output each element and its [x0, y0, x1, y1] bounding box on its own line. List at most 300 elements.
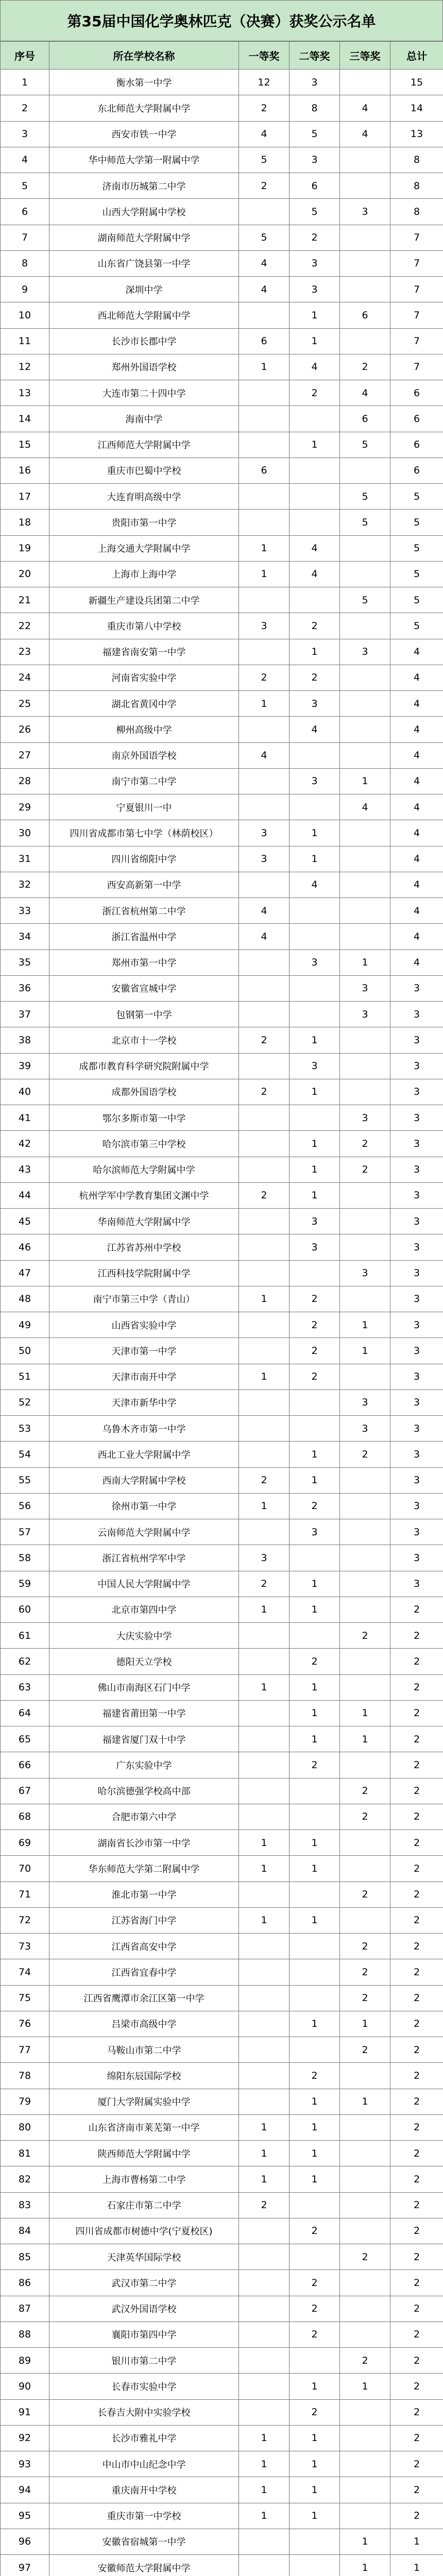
cell-second-prize: 1	[289, 1674, 340, 1700]
cell-school: 西安市铁一中学	[49, 121, 239, 147]
cell-second-prize: 1	[289, 1157, 340, 1182]
cell-seq: 62	[1, 1649, 49, 1674]
cell-first-prize: 1	[239, 1597, 289, 1622]
cell-first-prize: 1	[239, 2477, 289, 2503]
cell-first-prize	[239, 510, 289, 535]
cell-total: 2	[390, 2451, 443, 2477]
cell-third-prize	[340, 1752, 390, 1778]
cell-second-prize: 8	[289, 95, 340, 121]
cell-third-prize	[340, 1364, 390, 1389]
table-row	[1, 820, 443, 846]
cell-school: 武汉市第二中学	[49, 2270, 239, 2296]
table-row	[1, 1649, 443, 1674]
cell-school: 湖南师范大学附属中学	[49, 225, 239, 250]
table-row	[1, 1519, 443, 1545]
table-row	[1, 1778, 443, 1804]
table-row	[1, 1079, 443, 1105]
cell-seq: 13	[1, 380, 49, 406]
cell-school: 衡水第一中学	[49, 70, 239, 95]
cell-second-prize	[289, 1804, 340, 1829]
cell-seq: 21	[1, 587, 49, 613]
cell-third-prize: 3	[340, 1389, 390, 1415]
cell-first-prize	[239, 1442, 289, 1467]
cell-school: 江西科技学院附属中学	[49, 1260, 239, 1286]
cell-third-prize	[340, 2218, 390, 2244]
cell-school: 长春吉大附中实验学校	[49, 2399, 239, 2425]
table-row	[1, 510, 443, 535]
cell-total: 7	[390, 354, 443, 380]
cell-third-prize: 1	[340, 1312, 390, 1338]
cell-school: 华南师范大学附属中学	[49, 1209, 239, 1234]
cell-seq: 24	[1, 665, 49, 690]
cell-first-prize	[239, 1131, 289, 1157]
cell-seq: 32	[1, 872, 49, 897]
cell-first-prize	[239, 2296, 289, 2321]
cell-total: 7	[390, 328, 443, 354]
cell-first-prize	[239, 1260, 289, 1286]
cell-second-prize: 4	[289, 872, 340, 897]
cell-total: 4	[390, 717, 443, 742]
cell-school: 重庆市第一中学校	[49, 2503, 239, 2529]
cell-second-prize	[289, 457, 340, 483]
cell-third-prize: 4	[340, 95, 390, 121]
cell-second-prize	[289, 2037, 340, 2063]
table-row	[1, 1442, 443, 1467]
cell-seq: 83	[1, 2192, 49, 2218]
table-row	[1, 2244, 443, 2270]
table-row	[1, 1752, 443, 1778]
cell-school: 山东省济南市莱芜第一中学	[49, 2114, 239, 2140]
table-row	[1, 2555, 443, 2576]
cell-school: 华中师范大学第一附属中学	[49, 147, 239, 173]
cell-total: 4	[390, 639, 443, 665]
cell-second-prize	[289, 1623, 340, 1649]
cell-seq: 81	[1, 2141, 49, 2166]
cell-school: 江苏省海门中学	[49, 1907, 239, 1933]
cell-total: 4	[390, 846, 443, 872]
cell-total: 2	[390, 1778, 443, 1804]
cell-third-prize: 3	[340, 199, 390, 225]
cell-seq: 58	[1, 1545, 49, 1571]
cell-first-prize: 1	[239, 561, 289, 587]
cell-seq: 95	[1, 2503, 49, 2529]
cell-second-prize: 1	[289, 2477, 340, 2503]
cell-second-prize	[289, 794, 340, 820]
cell-seq: 38	[1, 1027, 49, 1053]
cell-second-prize: 2	[289, 1312, 340, 1338]
table-row	[1, 665, 443, 690]
cell-second-prize: 2	[289, 2063, 340, 2089]
cell-first-prize: 1	[239, 2141, 289, 2166]
cell-school: 江苏省苏州中学校	[49, 1234, 239, 1260]
cell-first-prize	[239, 432, 289, 457]
table-row	[1, 1985, 443, 2011]
cell-second-prize	[289, 2192, 340, 2218]
cell-school: 大连育明高级中学	[49, 484, 239, 510]
cell-total: 2	[390, 1856, 443, 1882]
cell-second-prize: 4	[289, 535, 340, 561]
cell-seq: 55	[1, 1467, 49, 1493]
table-row	[1, 561, 443, 587]
award-table	[0, 41, 443, 2576]
cell-third-prize: 2	[340, 1778, 390, 1804]
cell-first-prize	[239, 1105, 289, 1131]
cell-seq: 33	[1, 898, 49, 924]
table-row	[1, 1053, 443, 1079]
cell-first-prize	[239, 2374, 289, 2399]
cell-first-prize: 1	[239, 1856, 289, 1882]
cell-third-prize	[340, 1209, 390, 1234]
cell-first-prize: 12	[239, 70, 289, 95]
cell-seq: 70	[1, 1856, 49, 1882]
cell-third-prize: 1	[340, 2089, 390, 2114]
cell-second-prize	[289, 924, 340, 950]
cell-third-prize	[340, 2114, 390, 2140]
table-row	[1, 95, 443, 121]
cell-second-prize	[289, 2529, 340, 2554]
cell-total: 3	[390, 1389, 443, 1415]
cell-total: 4	[390, 898, 443, 924]
cell-third-prize	[340, 1493, 390, 1519]
table-row	[1, 1027, 443, 1053]
cell-second-prize: 1	[289, 2374, 340, 2399]
cell-total: 5	[390, 484, 443, 510]
cell-third-prize	[340, 2321, 390, 2347]
cell-third-prize	[340, 1674, 390, 1700]
cell-total: 2	[390, 1804, 443, 1829]
cell-seq: 52	[1, 1389, 49, 1415]
cell-first-prize	[239, 768, 289, 794]
table-row	[1, 975, 443, 1001]
cell-third-prize: 1	[340, 2374, 390, 2399]
cell-third-prize	[340, 2477, 390, 2503]
cell-school: 济南市历城第二中学	[49, 173, 239, 199]
cell-total: 2	[390, 2425, 443, 2451]
cell-seq: 1	[1, 70, 49, 95]
cell-first-prize: 1	[239, 1286, 289, 1312]
cell-second-prize: 2	[289, 2321, 340, 2347]
cell-seq: 17	[1, 484, 49, 510]
table-row	[1, 2296, 443, 2321]
cell-total: 2	[390, 2166, 443, 2192]
cell-school: 福建省南安第一中学	[49, 639, 239, 665]
cell-seq: 87	[1, 2296, 49, 2321]
cell-first-prize	[239, 2348, 289, 2374]
cell-third-prize: 6	[340, 406, 390, 432]
cell-seq: 45	[1, 1209, 49, 1234]
cell-first-prize	[239, 1752, 289, 1778]
table-row	[1, 2477, 443, 2503]
header-school: 所在学校名称	[49, 42, 239, 70]
table-row	[1, 2141, 443, 2166]
cell-seq: 19	[1, 535, 49, 561]
table-row	[1, 199, 443, 225]
cell-first-prize	[239, 380, 289, 406]
cell-school: 山东省广饶县第一中学	[49, 250, 239, 276]
cell-first-prize	[239, 717, 289, 742]
cell-total: 2	[390, 2244, 443, 2270]
cell-first-prize: 2	[239, 2192, 289, 2218]
cell-second-prize	[289, 2348, 340, 2374]
cell-school: 中山市中山纪念中学	[49, 2451, 239, 2477]
cell-total: 2	[390, 1649, 443, 1674]
table-body	[1, 70, 443, 2576]
cell-first-prize: 1	[239, 1830, 289, 1856]
cell-first-prize	[239, 2218, 289, 2244]
cell-seq: 20	[1, 561, 49, 587]
table-row	[1, 173, 443, 199]
table-row	[1, 639, 443, 665]
table-row	[1, 2529, 443, 2554]
cell-second-prize: 3	[289, 1519, 340, 1545]
cell-third-prize	[340, 2192, 390, 2218]
cell-third-prize	[340, 2141, 390, 2166]
cell-school: 徐州市第一中学	[49, 1493, 239, 1519]
cell-total: 3	[390, 1157, 443, 1182]
cell-first-prize	[239, 1623, 289, 1649]
cell-first-prize: 2	[239, 1571, 289, 1597]
cell-school: 郑州外国语学校	[49, 354, 239, 380]
table-row	[1, 2166, 443, 2192]
cell-school: 福建省厦门双十中学	[49, 1726, 239, 1752]
cell-first-prize	[239, 1416, 289, 1442]
table-row	[1, 2011, 443, 2037]
cell-total: 3	[390, 1286, 443, 1312]
cell-second-prize: 2	[289, 380, 340, 406]
cell-school: 哈尔滨市第三中学校	[49, 1131, 239, 1157]
cell-total: 2	[390, 1700, 443, 1726]
cell-second-prize	[289, 1002, 340, 1027]
cell-seq: 86	[1, 2270, 49, 2296]
cell-third-prize	[340, 2063, 390, 2089]
cell-first-prize	[239, 639, 289, 665]
table-row	[1, 1182, 443, 1208]
cell-second-prize: 1	[289, 432, 340, 457]
cell-total: 2	[390, 2037, 443, 2063]
table-row	[1, 924, 443, 950]
cell-total: 3	[390, 1364, 443, 1389]
table-row	[1, 1467, 443, 1493]
cell-seq: 42	[1, 1131, 49, 1157]
cell-seq: 50	[1, 1338, 49, 1364]
cell-seq: 39	[1, 1053, 49, 1079]
table-row	[1, 587, 443, 613]
cell-total: 8	[390, 173, 443, 199]
cell-third-prize	[340, 147, 390, 173]
cell-seq: 30	[1, 820, 49, 846]
cell-first-prize: 1	[239, 2451, 289, 2477]
cell-first-prize	[239, 2037, 289, 2063]
cell-third-prize	[340, 613, 390, 639]
cell-total: 2	[390, 2089, 443, 2114]
cell-second-prize: 1	[289, 1571, 340, 1597]
cell-total: 8	[390, 147, 443, 173]
table-row	[1, 2374, 443, 2399]
cell-third-prize: 4	[340, 794, 390, 820]
cell-second-prize: 1	[289, 2089, 340, 2114]
table-row	[1, 1234, 443, 1260]
cell-school: 天津市新华中学	[49, 1389, 239, 1415]
header-seq: 序号	[1, 42, 49, 70]
cell-school: 西北师范大学附属中学	[49, 302, 239, 328]
cell-total: 3	[390, 1467, 443, 1493]
table-row	[1, 457, 443, 483]
cell-first-prize: 1	[239, 1493, 289, 1519]
cell-seq: 59	[1, 1571, 49, 1597]
cell-school: 包钢第一中学	[49, 1002, 239, 1027]
cell-total: 2	[390, 1907, 443, 1933]
table-row	[1, 1907, 443, 1933]
cell-first-prize: 2	[239, 665, 289, 690]
cell-third-prize	[340, 561, 390, 587]
cell-total: 2	[390, 1882, 443, 1907]
cell-first-prize: 4	[239, 121, 289, 147]
cell-third-prize	[340, 2503, 390, 2529]
cell-seq: 41	[1, 1105, 49, 1131]
cell-school: 西安高新第一中学	[49, 872, 239, 897]
cell-first-prize	[239, 1312, 289, 1338]
cell-seq: 10	[1, 302, 49, 328]
cell-third-prize	[340, 742, 390, 768]
cell-third-prize: 1	[340, 768, 390, 794]
table-row	[1, 2425, 443, 2451]
table-row	[1, 2089, 443, 2114]
cell-school: 江西省鹰潭市余江区第一中学	[49, 1985, 239, 2011]
cell-second-prize: 1	[289, 1442, 340, 1467]
cell-third-prize	[340, 1519, 390, 1545]
cell-second-prize	[289, 975, 340, 1001]
cell-seq: 85	[1, 2244, 49, 2270]
cell-total: 4	[390, 768, 443, 794]
cell-seq: 60	[1, 1597, 49, 1622]
table-row	[1, 147, 443, 173]
cell-school: 大庆实验中学	[49, 1623, 239, 1649]
table-row	[1, 484, 443, 510]
cell-total: 2	[390, 2321, 443, 2347]
cell-seq: 88	[1, 2321, 49, 2347]
cell-second-prize: 2	[289, 1338, 340, 1364]
cell-seq: 89	[1, 2348, 49, 2374]
cell-first-prize: 1	[239, 1674, 289, 1700]
cell-seq: 51	[1, 1364, 49, 1389]
cell-school: 贵阳市第一中学	[49, 510, 239, 535]
table-row	[1, 742, 443, 768]
cell-total: 5	[390, 510, 443, 535]
cell-seq: 6	[1, 199, 49, 225]
table-row	[1, 70, 443, 95]
cell-total: 6	[390, 380, 443, 406]
cell-total: 2	[390, 1752, 443, 1778]
cell-third-prize	[340, 535, 390, 561]
cell-total: 2	[390, 1623, 443, 1649]
cell-school: 陕西师范大学附属中学	[49, 2141, 239, 2166]
cell-first-prize: 5	[239, 147, 289, 173]
cell-school: 四川省成都市第七中学（林荫校区）	[49, 820, 239, 846]
table-row	[1, 1726, 443, 1752]
cell-second-prize: 1	[289, 1700, 340, 1726]
cell-school: 北京市十一学校	[49, 1027, 239, 1053]
table-row	[1, 2451, 443, 2477]
header-second-prize: 二等奖	[289, 42, 340, 70]
table-row	[1, 2321, 443, 2347]
cell-total: 3	[390, 1312, 443, 1338]
cell-school: 安徽省宣城中学	[49, 975, 239, 1001]
cell-school: 山西省实验中学	[49, 1312, 239, 1338]
cell-first-prize: 2	[239, 1079, 289, 1105]
cell-total: 2	[390, 2399, 443, 2425]
cell-first-prize: 1	[239, 535, 289, 561]
cell-school: 上海市上海中学	[49, 561, 239, 587]
cell-seq: 90	[1, 2374, 49, 2399]
cell-school: 长沙市雅礼中学	[49, 2425, 239, 2451]
cell-seq: 75	[1, 1985, 49, 2011]
cell-second-prize: 3	[289, 250, 340, 276]
cell-third-prize: 3	[340, 975, 390, 1001]
cell-second-prize: 1	[289, 1467, 340, 1493]
cell-first-prize: 4	[239, 277, 289, 302]
cell-second-prize: 1	[289, 639, 340, 665]
cell-third-prize	[340, 2270, 390, 2296]
cell-third-prize	[340, 1856, 390, 1882]
header-total: 总计	[390, 42, 443, 70]
cell-second-prize: 2	[289, 225, 340, 250]
cell-second-prize: 5	[289, 199, 340, 225]
cell-school: 重庆市第八中学校	[49, 613, 239, 639]
cell-total: 6	[390, 457, 443, 483]
cell-first-prize: 4	[239, 250, 289, 276]
cell-first-prize	[239, 1157, 289, 1182]
cell-second-prize: 5	[289, 121, 340, 147]
cell-seq: 47	[1, 1260, 49, 1286]
cell-school: 成都市教育科学研究院附属中学	[49, 1053, 239, 1079]
table-row	[1, 2348, 443, 2374]
cell-seq: 5	[1, 173, 49, 199]
cell-total: 5	[390, 613, 443, 639]
cell-third-prize	[340, 1571, 390, 1597]
cell-total: 3	[390, 1209, 443, 1234]
cell-total: 3	[390, 1493, 443, 1519]
table-row	[1, 950, 443, 975]
header-first-prize: 一等奖	[239, 42, 289, 70]
cell-total: 5	[390, 535, 443, 561]
cell-third-prize	[340, 1830, 390, 1856]
cell-first-prize: 5	[239, 225, 289, 250]
cell-second-prize: 1	[289, 2141, 340, 2166]
cell-seq: 68	[1, 1804, 49, 1829]
cell-third-prize	[340, 1907, 390, 1933]
cell-seq: 56	[1, 1493, 49, 1519]
cell-first-prize	[239, 1234, 289, 1260]
cell-second-prize: 1	[289, 2011, 340, 2037]
cell-total: 3	[390, 1131, 443, 1157]
cell-third-prize: 5	[340, 484, 390, 510]
cell-second-prize: 4	[289, 561, 340, 587]
cell-first-prize: 1	[239, 354, 289, 380]
cell-third-prize	[340, 872, 390, 897]
cell-second-prize: 1	[289, 1079, 340, 1105]
cell-first-prize	[239, 872, 289, 897]
cell-school: 柳州高级中学	[49, 717, 239, 742]
cell-seq: 35	[1, 950, 49, 975]
cell-third-prize	[340, 1286, 390, 1312]
cell-seq: 43	[1, 1157, 49, 1182]
table-row	[1, 2114, 443, 2140]
cell-school: 安徽师范大学附属中学	[49, 2555, 239, 2576]
cell-school: 福建省莆田第一中学	[49, 1700, 239, 1726]
cell-school: 重庆市巴蜀中学校	[49, 457, 239, 483]
cell-first-prize: 4	[239, 742, 289, 768]
cell-second-prize: 1	[289, 2166, 340, 2192]
